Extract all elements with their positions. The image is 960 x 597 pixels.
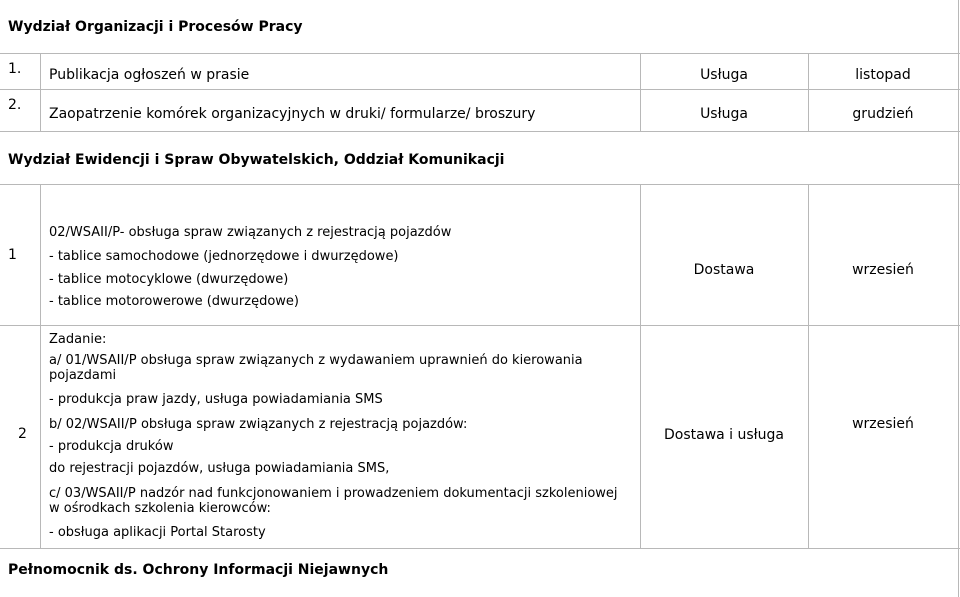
rule: [640, 184, 641, 548]
row-description: Zaopatrzenie komórek organizacyjnych w druki/ formularze/ broszury: [49, 106, 536, 122]
task-line: c/ 03/WSAII/P nadzór nad funkcjonowaniem i prowadzeniem dokumentacji szkoleniowej: [49, 486, 618, 501]
task-line: w ośrodkach szkolenia kierowców:: [49, 501, 271, 516]
row-month: wrzesień: [852, 262, 914, 278]
row-type: Dostawa: [693, 262, 755, 278]
row-number: 1.: [8, 61, 22, 77]
row-type: Usługa: [700, 106, 748, 122]
row-month: grudzień: [852, 106, 914, 122]
task-line: pojazdami: [49, 368, 117, 383]
task-line: - obsługa aplikacji Portal Starosty: [49, 525, 266, 540]
row-number: 1: [8, 247, 17, 263]
rule: [0, 53, 960, 54]
section-title: Wydział Ewidencji i Spraw Obywatelskich, Oddział Komunikacji: [8, 152, 505, 168]
rule: [0, 131, 960, 132]
task-line: - tablice motorowerowe (dwurzędowe): [49, 294, 299, 309]
rule: [0, 89, 960, 90]
row-description: Publikacja ogłoszeń w prasie: [49, 67, 250, 83]
row-type: Dostawa i usługa: [663, 427, 784, 443]
row-month: wrzesień: [852, 416, 914, 432]
row-number: 2: [18, 426, 27, 442]
task-line: - tablice samochodowe (jednorzędowe i dwurzędowe): [49, 249, 399, 264]
task-line: - tablice motocyklowe (dwurzędowe): [49, 272, 289, 287]
task-line: do rejestracji pojazdów, usługa powiadamiania SMS,: [49, 461, 390, 476]
rule: [40, 53, 41, 131]
task-line: Zadanie:: [49, 332, 107, 347]
rule: [0, 325, 960, 326]
task-line: 02/WSAII/P- obsługa spraw związanych z rejestracją pojazdów: [49, 225, 452, 240]
row-type: Usługa: [700, 67, 748, 83]
section-title: Pełnomocnik ds. Ochrony Informacji Niejawnych: [8, 562, 389, 578]
rule: [0, 184, 960, 185]
task-line: - produkcja druków: [49, 439, 174, 454]
task-line: b/ 02/WSAII/P obsługa spraw związanych z rejestracją pojazdów:: [49, 417, 468, 432]
rule: [808, 184, 809, 548]
row-number: 2.: [8, 97, 22, 113]
task-line: a/ 01/WSAII/P obsługa spraw związanych z wydawaniem uprawnień do kierowania: [49, 353, 583, 368]
rule: [958, 0, 959, 597]
task-line: - produkcja praw jazdy, usługa powiadamiania SMS: [49, 392, 383, 407]
rule: [0, 548, 960, 549]
rule: [40, 184, 41, 548]
row-month: listopad: [855, 67, 911, 83]
section-title: Wydział Organizacji i Procesów Pracy: [8, 19, 303, 35]
